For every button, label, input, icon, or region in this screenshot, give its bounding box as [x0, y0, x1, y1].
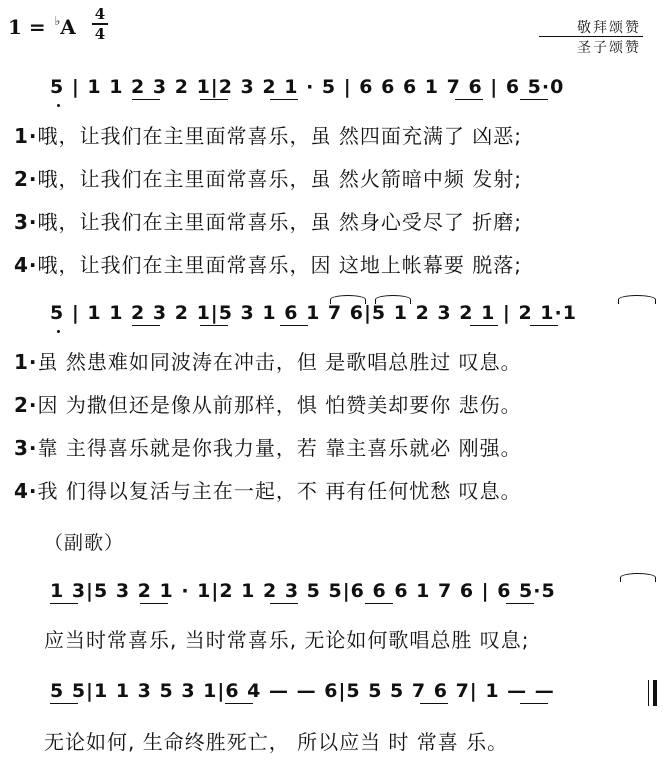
eighth-beam	[50, 603, 78, 604]
flat-icon: ♭	[54, 14, 61, 28]
low-octave-dot	[57, 104, 60, 107]
tie-mark	[620, 573, 656, 582]
eighth-beam	[455, 99, 483, 100]
verse-1-lyric	[14, 120, 522, 149]
eighth-beam	[132, 325, 160, 326]
eighth-beam	[420, 703, 448, 704]
eighth-beam	[470, 325, 498, 326]
verse-text: 靠 主得喜乐就是你我力量，若 靠主喜乐就必 刚强。	[37, 436, 522, 460]
time-signature-top: 4	[94, 5, 106, 23]
key-signature: 1 = ♭A	[8, 14, 76, 39]
verse-text: 哦，让我们在主里面常喜乐，虽 然火箭暗中频 发射;	[37, 167, 522, 191]
verse-number: 3·	[14, 210, 38, 234]
verse-2b-lyric	[14, 389, 522, 418]
verse-text: 我 们得以复活与主在一起，不 再有任何忧愁 叹息。	[37, 479, 522, 503]
final-barline-thick	[653, 680, 657, 706]
verse-1b-lyric	[14, 346, 522, 375]
verse-4-lyric	[14, 249, 522, 278]
eighth-beam	[530, 325, 558, 326]
verse-number: 3·	[14, 436, 38, 460]
time-signature	[92, 6, 108, 42]
eighth-beam	[200, 325, 228, 326]
eighth-beam	[365, 603, 393, 604]
verse-text: 因 为撒但还是像从前那样，惧 怕赞美却要你 悲伤。	[37, 393, 522, 417]
verse-number: 2·	[14, 167, 38, 191]
eighth-beam	[200, 99, 228, 100]
verse-text: 哦，让我们在主里面常喜乐，虽 然身心受尽了 折磨;	[37, 210, 522, 234]
eighth-beam	[270, 603, 298, 604]
final-barline-thin	[648, 680, 649, 706]
chorus-label: （副歌）	[44, 532, 125, 554]
source-line-1: 敬拜颂赞	[577, 20, 641, 36]
chorus-lyric-1: 应当时常喜乐, 当时常喜乐, 无论如何歌唱总胜 叹息;	[44, 628, 530, 652]
verse-3b-lyric	[14, 432, 522, 461]
notation-line-3: 1 3|5 3 2 1 · 1|2 1 2 3 5 5|6 6 6 1 7 6 | 6 5·5	[50, 580, 556, 602]
verse-number: 4·	[14, 253, 38, 277]
verse-number: 1·	[14, 124, 38, 148]
source-line-2: 圣子颂赞	[577, 40, 641, 56]
verse-4b-lyric	[14, 475, 522, 504]
notation-line-2: 5 | 1 1 2 3 2 1|5 3 1 6 1 7 6|5 1 2 3 2 1 | 2 1·1	[50, 302, 577, 324]
tie-mark	[618, 295, 656, 304]
verse-3-lyric	[14, 206, 522, 235]
verse-number: 1·	[14, 350, 38, 374]
verse-text: 哦，让我们在主里面常喜乐，因 这地上帐幕要 脱落;	[37, 253, 522, 277]
eighth-beam	[506, 603, 534, 604]
eighth-beam	[50, 703, 78, 704]
notation-line-1: 5 | 1 1 2 3 2 1|2 3 2 1 · 5 | 6 6 6 1 7 6 | 6 5·0	[50, 76, 565, 98]
eighth-beam	[520, 99, 548, 100]
verse-number: 4·	[14, 479, 38, 503]
eighth-beam	[520, 703, 548, 704]
eighth-beam	[132, 99, 160, 100]
verse-text: 虽 然患难如同波涛在冲击，但 是歌唱总胜过 叹息。	[37, 350, 522, 374]
notation-line-4: 5 5|1 1 3 5 3 1|6 4 — — 6|5 5 5 7 6 7| 1 — —	[50, 680, 555, 702]
eighth-beam	[140, 603, 168, 604]
eighth-beam	[270, 99, 298, 100]
tie-mark	[375, 295, 411, 304]
eighth-beam	[225, 703, 253, 704]
verse-text: 哦，让我们在主里面常喜乐，虽 然四面充满了 凶恶;	[37, 124, 522, 148]
low-octave-dot	[57, 330, 60, 333]
verse-number: 2·	[14, 393, 38, 417]
chorus-lyric-2: 无论如何, 生命终胜死亡， 所以应当 时 常喜 乐。	[44, 730, 509, 754]
tie-mark	[330, 295, 366, 304]
verse-2-lyric	[14, 163, 522, 192]
eighth-beam	[280, 325, 308, 326]
time-signature-bottom: 4	[94, 25, 106, 43]
